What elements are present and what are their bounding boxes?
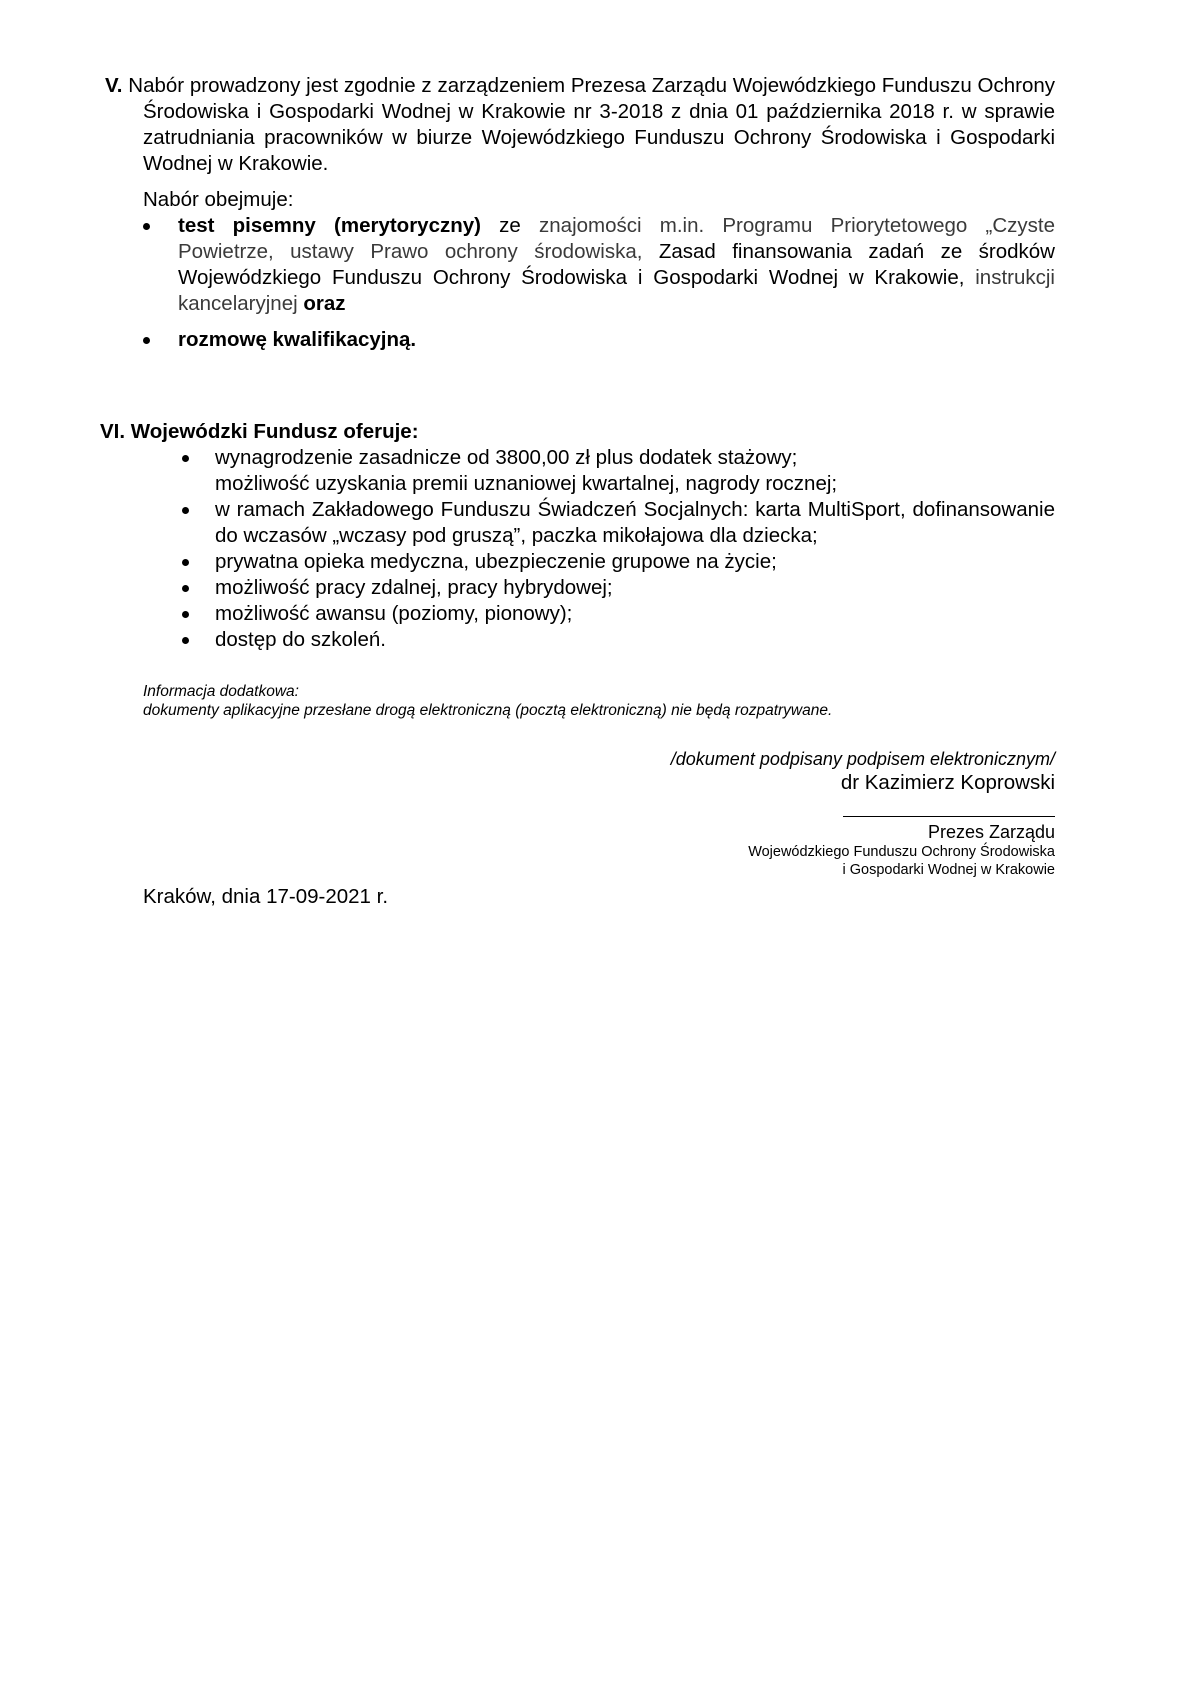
offer-item-remote-work [100, 575, 1055, 601]
written-test-text-b: ze [480, 214, 540, 237]
offer-remote-work-text: możliwość pracy zdalnej, pracy hybrydowej; [215, 576, 613, 599]
written-test-text-e: instrukcji kancelaryjnej [178, 266, 1055, 315]
place-and-date: Kraków, dnia 17-09-2021 r. [143, 885, 389, 908]
bullet-icon [182, 585, 189, 592]
section-v-number: V. [105, 74, 123, 97]
section-vi-heading: VI. Wojewódzki Fundusz oferuje: [100, 420, 419, 443]
offer-item-salary [100, 445, 1055, 497]
additional-info [143, 682, 832, 720]
bullet-icon [182, 559, 189, 566]
nabor-item-written-test [105, 213, 1055, 317]
nabor-list [105, 213, 1055, 353]
written-test-text-d: Zasad finansowania zadań ze środków Wojewódzkiego Funduszu Ochrony Środowiska i Gospodarki Wodnej w Krakowie, [178, 240, 1055, 289]
offer-item-promotion [100, 601, 1055, 627]
bullet-icon [182, 507, 189, 514]
offer-item-training [100, 627, 1055, 653]
bullet-icon [143, 223, 150, 230]
additional-info-text: dokumenty aplikacyjne przesłane drogą elektroniczną (pocztą elektroniczną) nie będą rozpatrywane. [143, 702, 833, 719]
bullet-icon [143, 337, 150, 344]
offer-medical-text: prywatna opieka medyczna, ubezpieczenie grupowe na życie; [215, 550, 777, 573]
nabor-label: Nabór obejmuje: [143, 188, 294, 211]
signatory-name: dr Kazimierz Koprowski [840, 771, 1055, 794]
signatory-org-line1: Wojewódzkiego Funduszu Ochrony Środowiska [748, 844, 1055, 860]
bullet-icon [182, 611, 189, 618]
signature-block [671, 748, 1055, 879]
bullet-icon [182, 637, 189, 644]
signature-line [843, 816, 1055, 817]
offer-salary-line2: możliwość uzyskania premii uznaniowej kwartalnej, nagrody rocznej; [215, 472, 838, 495]
additional-info-label: Informacja dodatkowa: [143, 683, 299, 700]
signatory-org-line2: i Gospodarki Wodnej w Krakowie [842, 862, 1055, 878]
signatory-role: Prezes Zarządu [927, 822, 1055, 842]
interview-label: rozmowę kwalifikacyjną. [178, 328, 417, 351]
written-test-oraz: oraz [303, 292, 346, 315]
section-v [105, 73, 1055, 353]
offer-social-fund-text: w ramach Zakładowego Funduszu Świadczeń Socjalnych: karta MultiSport, dofinansowanie do wczasów „wczasy pod gruszą”, paczka mikołajowa dla dziecka; [215, 498, 1055, 547]
offer-promotion-text: możliwość awansu (poziomy, pionowy); [215, 602, 573, 625]
written-test-label: test pisemny (merytoryczny) [178, 214, 481, 237]
section-v-paragraph [105, 73, 1055, 177]
section-vi [100, 419, 1055, 653]
offer-item-social-fund [100, 497, 1055, 549]
offer-training-text: dostęp do szkoleń. [215, 628, 386, 651]
written-test-text-c: znajomości m.in. Programu Priorytetowego „Czyste Powietrze, ustawy Prawo ochrony środowiska, [178, 214, 1055, 263]
section-v-text: Nabór prowadzony jest zgodnie z zarządzeniem Prezesa Zarządu Wojewódzkiego Funduszu Ochrony Środowiska i Gospodarki Wodnej w Krakowie nr 3-2018 z dnia 01 października 2018 r. w sprawie zatrudniania pracowników w biurze Wojewódzkiego Funduszu Ochrony Środowiska i Gospodarki Wodnej w Krakowie. [128, 74, 1056, 175]
offer-item-medical [100, 549, 1055, 575]
signature-note: /dokument podpisany podpisem elektronicznym/ [670, 749, 1055, 769]
offer-salary-line1: wynagrodzenie zasadnicze od 3800,00 zł plus dodatek stażowy; [215, 446, 798, 469]
nabor-item-interview [105, 327, 1055, 353]
bullet-icon [182, 455, 189, 462]
offer-list [100, 445, 1055, 653]
